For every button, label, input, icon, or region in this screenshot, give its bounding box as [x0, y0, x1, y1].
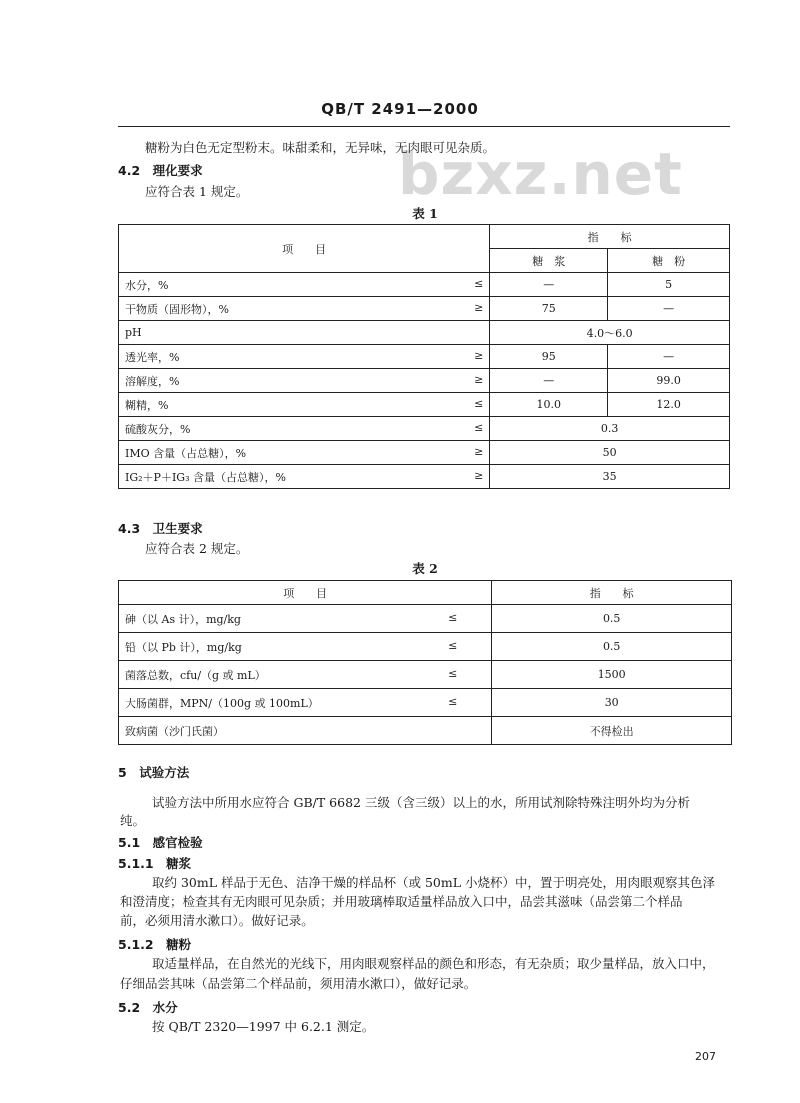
table-2 [118, 580, 732, 745]
section-number: 5.2 [118, 1000, 141, 1015]
row-item-label: IG₂＋P＋IG₃ 含量（占总糖），% [125, 470, 286, 484]
indicator-value: 1500 [492, 661, 732, 689]
row-item-label: IMO 含量（占总糖），% [125, 446, 247, 460]
merged-value: 50 [490, 441, 730, 465]
section-number: 5.1 [118, 835, 141, 850]
section-number: 5.1.2 [118, 937, 154, 952]
row-operator: ≤ [448, 638, 458, 652]
row-item-label: 水分，% [125, 278, 169, 292]
powder-value: — [608, 297, 730, 321]
header-item: 项 目 [119, 225, 490, 273]
section-5-1-2-heading [118, 935, 191, 953]
section-4-3-heading [118, 519, 203, 537]
table-row [119, 605, 732, 633]
watermark: bzxz.net [398, 140, 683, 208]
section-4-3-text: 应符合表 2 规定。 [145, 541, 249, 556]
syrup-value: 95 [490, 345, 608, 369]
section-title: 水分 [152, 1000, 178, 1015]
table-header-row [119, 581, 732, 605]
row-item [119, 465, 490, 489]
row-item-label: 砷（以 As 计），mg/kg [125, 612, 241, 626]
row-item-label: 溶解度，% [125, 374, 180, 388]
row-item-label: 致病菌（沙门氏菌） [125, 724, 224, 738]
header-indicator: 指 标 [490, 225, 730, 249]
table-row [119, 345, 730, 369]
header-syrup: 糖 浆 [490, 249, 608, 273]
table-row [119, 393, 730, 417]
section-5-1-heading [118, 833, 203, 851]
table-row [119, 717, 732, 745]
section-title: 试验方法 [139, 765, 190, 780]
row-operator: ≤ [448, 694, 458, 708]
table-row [119, 321, 730, 345]
header-divider [118, 126, 730, 127]
indicator-value: 0.5 [492, 605, 732, 633]
section-5-para-line-1: 试验方法中所用水应符合 GB/T 6682 三级（含三级）以上的水，所用试剂除特殊注明外均为分析 [152, 795, 690, 810]
section-title: 理化要求 [152, 163, 203, 178]
row-item [119, 345, 490, 369]
merged-value: 35 [490, 465, 730, 489]
section-5-1-1-line-3: 前，必须用清水漱口）。做好记录。 [120, 913, 314, 928]
indicator-value: 0.5 [492, 633, 732, 661]
section-title: 糖浆 [166, 856, 192, 871]
table-row [119, 689, 732, 717]
row-operator: ≥ [474, 372, 484, 386]
row-item-label: 干物质（固形物），% [125, 302, 229, 316]
section-5-2-text: 按 QB/T 2320—1997 中 6.2.1 测定。 [152, 1019, 375, 1034]
merged-value: 0.3 [490, 417, 730, 441]
table-header-row [119, 225, 730, 249]
table-row [119, 633, 732, 661]
indicator-value: 不得检出 [492, 717, 732, 745]
row-item [119, 717, 492, 745]
section-title: 糖粉 [166, 937, 192, 952]
row-item-label: 菌落总数，cfu/（g 或 mL） [125, 668, 266, 682]
row-operator: ≤ [474, 420, 484, 434]
header-powder: 糖 粉 [608, 249, 730, 273]
row-item-label: 大肠菌群，MPN/（100g 或 100mL） [125, 696, 319, 710]
syrup-value: — [490, 369, 608, 393]
table-row [119, 273, 730, 297]
syrup-value: 10.0 [490, 393, 608, 417]
row-operator: ≤ [474, 276, 484, 290]
section-number: 4.3 [118, 521, 141, 536]
section-title: 卫生要求 [152, 521, 203, 536]
row-item-label: pH [125, 326, 142, 339]
powder-value: — [608, 345, 730, 369]
section-4-2-text: 应符合表 1 规定。 [145, 184, 249, 199]
powder-value: 5 [608, 273, 730, 297]
header-item: 项 目 [119, 581, 492, 605]
section-5-1-1-heading [118, 854, 191, 872]
row-operator: ≥ [474, 300, 484, 314]
row-item [119, 369, 490, 393]
table-row [119, 297, 730, 321]
section-number: 5 [118, 765, 127, 780]
merged-value: 4.0～6.0 [490, 321, 730, 345]
table-row [119, 417, 730, 441]
row-item [119, 321, 490, 345]
standard-code-header: QB/T 2491—2000 [321, 100, 479, 118]
row-item [119, 661, 492, 689]
table-row [119, 369, 730, 393]
section-number: 4.2 [118, 163, 141, 178]
row-operator: ≥ [474, 468, 484, 482]
row-item [119, 689, 492, 717]
section-title: 感官检验 [152, 835, 203, 850]
row-item-label: 铅（以 Pb 计），mg/kg [125, 640, 242, 654]
section-number: 5.1.1 [118, 856, 154, 871]
row-operator: ≥ [474, 444, 484, 458]
section-5-1-2-line-2: 仔细品尝其味（品尝第二个样品前，须用清水漱口），做好记录。 [120, 976, 477, 991]
page-number: 207 [695, 1050, 716, 1063]
row-item-label: 透光率，% [125, 350, 180, 364]
row-item-label: 硫酸灰分，% [125, 422, 191, 436]
section-5-heading [118, 763, 189, 781]
table-1 [118, 224, 730, 489]
row-item [119, 273, 490, 297]
row-operator: ≥ [474, 348, 484, 362]
powder-value: 99.0 [608, 369, 730, 393]
row-item [119, 605, 492, 633]
row-operator: ≤ [448, 610, 458, 624]
row-item-label: 糊精，% [125, 398, 169, 412]
row-item [119, 393, 490, 417]
row-item [119, 297, 490, 321]
table-row [119, 441, 730, 465]
row-item [119, 441, 490, 465]
section-5-1-1-line-1: 取约 30mL 样品于无色、洁净干燥的样品杯（或 50mL 小烧杯）中，置于明亮处，用肉眼观察其色泽 [152, 875, 716, 890]
header-indicator: 指 标 [492, 581, 732, 605]
section-5-para-line-2: 纯。 [120, 813, 146, 828]
row-operator: ≤ [474, 396, 484, 410]
table-row [119, 661, 732, 689]
section-5-1-2-line-1: 取适量样品，在自然光的光线下，用肉眼观察样品的颜色和形态，有无杂质；取少量样品，放入口中， [152, 956, 715, 971]
section-5-2-heading [118, 998, 178, 1016]
indicator-value: 30 [492, 689, 732, 717]
syrup-value: — [490, 273, 608, 297]
section-4-2-heading [118, 161, 203, 179]
row-operator: ≤ [448, 666, 458, 680]
table-row [119, 465, 730, 489]
section-5-1-1-line-2: 和澄清度；检查其有无肉眼可见杂质；并用玻璃棒取适量样品放入口中，品尝其滋味（品尝第二个样品 [120, 894, 683, 909]
intro-text: 糖粉为白色无定型粉末。味甜柔和，无异味，无肉眼可见杂质。 [145, 140, 496, 155]
table-2-caption: 表 2 [412, 561, 438, 576]
powder-value: 12.0 [608, 393, 730, 417]
table-1-caption: 表 1 [412, 206, 438, 221]
row-item [119, 417, 490, 441]
syrup-value: 75 [490, 297, 608, 321]
row-item [119, 633, 492, 661]
